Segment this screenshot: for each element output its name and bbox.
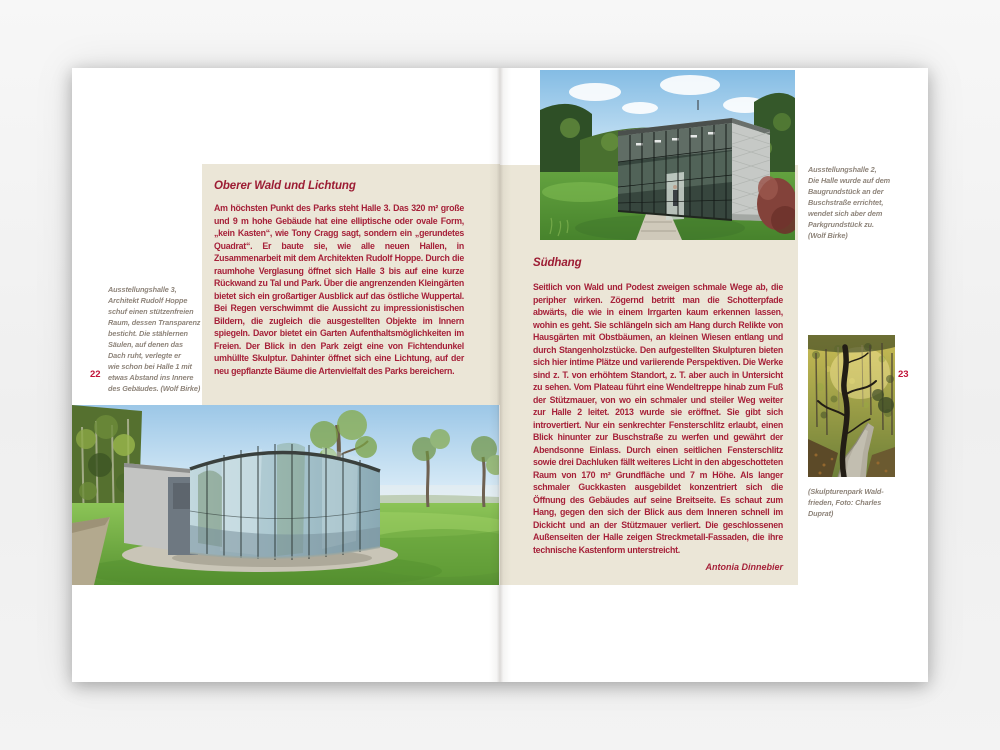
right-article-text: Seitlich von Wald und Podest zweigen schmale Wege ab, die peripher wirken. Zögernd betritt man die Schotterpfade abwärts, die wie in einem Irrgarten kaum erkennen lassen, wohin es geht. Sie schlängeln sich am Hang durch Relikte von Hausgärten mit Obstbäumen, an kleinen Wiesen entlang und durch Stangenholzstücke. Den aufgestellten Skulpturen bieten sich hier intime Plätze und variierende Perspektiven. Die Werke sind z. T. von erhöhtem Standort, z. T. aber auch in Untersicht zu sehen. Vom Plateau führt eine Wendeltreppe hinab zum Fuß der Stützmauer, von wo ein schmaler und steiler Weg weiter zur Halle 2 leitet. 2013 wurde sie eröffnet. Sie gibt sich introvertiert. Nur ein senkrechter Fensterschlitz erlaubt, einen Blick hinunter zur Buschstraße zu werfen und gewährt der Abendsonne Einlass. Durch einen seitlichen Fensterschlitz sowie drei Dachluken fällt weiteres Licht in den abgeschotteten Raum von 170 m² Grundfläche und 7 m Höhe. Als langer schmaler Guckkasten ausgebildet konzentriert sich die Öffnung des Gebäudes auf seine Breitseite. Es schaut zum Hang, gegen den sich der Blick aus dem Inneren schnell im Dickicht und an der Stützmauer verliert. Die geschlossenen Außenseiten der Halle zeigen Streckmetall-Fassaden, die ihre technische Kastenform unterstreicht. bbox=[533, 282, 783, 555]
right-margin-caption-top: Ausstellungshalle 2, Die Halle wurde auf dem Baugrundstück an der Buschstraße errichtet, wendet sich aber dem Parkgrundstück zu. (Wolf Birke) bbox=[808, 165, 891, 240]
right-article-heading: Südhang bbox=[533, 257, 582, 269]
forest-path-illustration bbox=[808, 335, 895, 477]
photo-halle-3-panorama bbox=[72, 405, 499, 585]
photo-skulpturenpark-forest-path bbox=[808, 335, 895, 477]
page-22 bbox=[72, 68, 500, 682]
page-23 bbox=[500, 68, 928, 682]
left-article-body: Am höchsten Punkt des Parks steht Halle 3. Das 320 m² große und 9 m hohe Gebäude hat eine elliptische oder ovale Form, „kein Kasten“, wie Tony Cragg sagt, sondern ein „gerundetes Quadrat“. Er baute sie, wie alle neuen Hallen, in Zusammenarbeit mit dem Architekten Rudolf Hoppe. Durch die raumhohe Verglasung öffnet sich Halle 3 bis auf eine kurze Rückwand zu Tal und Park. Über die angrenzenden Kleingärten bietet sich ein großartiger Ausblick auf das östliche Wuppertal. Bei Regen verschwimmt die Aussicht zu impressionistischen Bildern, die zugleich die ausgestellten Objekte im Innern spiegeln. Davor bietet ein Garten Aufenthaltsmöglichkeiten im Freien. Der Blick in den Park zeigt eine von Fichtendunkel umhüllte Skulptur. Dahinter öffnet sich eine Lichtung, auf der neu gepflanzte Bäume die Artenvielfalt des Parks bereichern. bbox=[214, 203, 464, 376]
right-margin-caption-bottom: (Skulpturenpark Wald- frieden, Foto: Charles Duprat) bbox=[808, 487, 884, 518]
right-article-body bbox=[533, 281, 783, 574]
halle-3-panorama-illustration bbox=[72, 405, 499, 585]
book-spread bbox=[72, 68, 928, 682]
left-article-heading: Oberer Wald und Lichtung bbox=[214, 180, 356, 192]
ausstellungshalle-2-illustration bbox=[540, 70, 795, 240]
author-signature: Antonia Dinnebier bbox=[705, 562, 783, 572]
page-number-22: 22 bbox=[90, 369, 101, 380]
page-number-23: 23 bbox=[898, 369, 909, 380]
left-margin-caption: Ausstellungshalle 3, Architekt Rudolf Hoppe schuf einen stützenfreien Raum, dessen Transparenz besticht. Die stählernen Säulen, auf denen das Dach ruht, verlegte er wie schon bei Halle 1 mit etwas Abstand ins Innere des Gebäudes. (Wolf Birke) bbox=[108, 285, 201, 393]
photo-ausstellungshalle-2 bbox=[540, 70, 795, 240]
